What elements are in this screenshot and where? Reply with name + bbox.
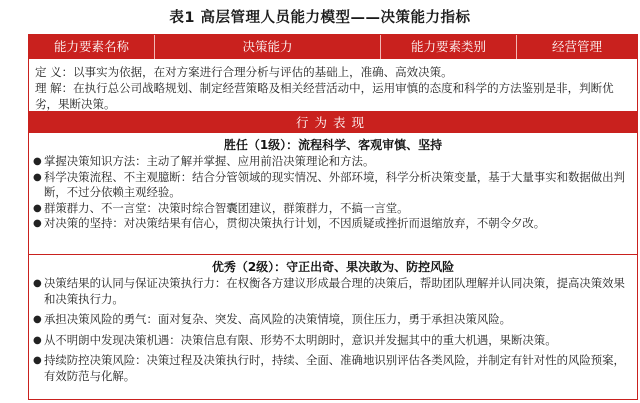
table-title: 表1 高层管理人员能力模型——决策能力指标	[169, 10, 471, 26]
bullet-icon: ●	[33, 314, 42, 325]
list-item: ● 掌握决策知识方法：主动了解并掌握、应用前沿决策理论和方法。	[33, 154, 375, 168]
competency-table	[28, 34, 638, 400]
behavior-band: 行为表现	[29, 112, 637, 133]
level-1-title: 胜任（1级）：流程科学、客观审慎、坚持	[223, 138, 443, 152]
header-competency-name-label: 能力要素名称	[29, 35, 155, 59]
list-item: ● 对决策的坚持：对决策结果有信心，贯彻决策执行计划，不因质疑或挫折而退缩放弃，不朝令夕改。	[33, 216, 546, 230]
bullet-icon: ●	[33, 202, 42, 214]
list-item: ● 从不明朗中发现决策机遇：决策信息有限、形势不太明朗时，意识并发掘其中的重大机遇，果断决策。	[33, 332, 557, 347]
definition-text: 定 义：以事实为依据，在对方案进行合理分析与评估的基础上，准确、高效决策。	[35, 65, 453, 79]
bullet-icon: ●	[33, 171, 42, 183]
level-2-list	[29, 276, 637, 384]
bullet-icon: ●	[33, 156, 42, 167]
level-2-title: 优秀（2级）：守正出奇、果决敢为、防控风险	[211, 260, 455, 274]
list-item: ● 决策结果的认同与保证决策执行力：在权衡各方建议形成最合理的决策后，帮助团队理解并认同决策，提高决策效果和决策执行力。	[33, 276, 625, 306]
level-1-list	[29, 154, 637, 232]
level-2-section	[29, 255, 637, 400]
list-item: ● 群策群力、不一言堂：决策时综合智囊团建议，群策群力，不搞一言堂。	[33, 200, 409, 215]
list-item: ● 承担决策风险的勇气：面对复杂、突发、高风险的决策情境，顶住压力，勇于承担决策风险。	[33, 312, 512, 326]
bullet-icon: ●	[33, 218, 42, 229]
list-item: ● 科学决策流程、不主观臆断：结合分管领域的现实情况、外部环境，科学分析决策变量，基于大量事实和数据做出判断，不过分依赖主观经验。	[33, 169, 625, 199]
bullet-icon: ●	[33, 278, 42, 289]
bullet-icon: ●	[33, 355, 42, 366]
level-1-section	[29, 133, 637, 255]
list-item: ● 持续防控决策风险：决策过程及决策执行时，持续、全面、准确地识别评估各类风险，并制定有针对性的风险预案，有效防范与化解。	[33, 353, 625, 383]
header-competency-category-value: 经营管理	[551, 39, 602, 54]
table-header-row	[29, 35, 637, 59]
understanding-text: 理 解：在执行总公司战略规划、制定经营策略及相关经营活动中，运用审慎的态度和科学的方法鉴别是非，判断优劣，果断决策。	[35, 81, 614, 111]
header-competency-name-value: 决策能力	[155, 35, 381, 59]
definition-section	[29, 59, 637, 112]
bullet-icon: ●	[33, 334, 42, 346]
header-competency-category-label: 能力要素类别	[381, 35, 517, 59]
